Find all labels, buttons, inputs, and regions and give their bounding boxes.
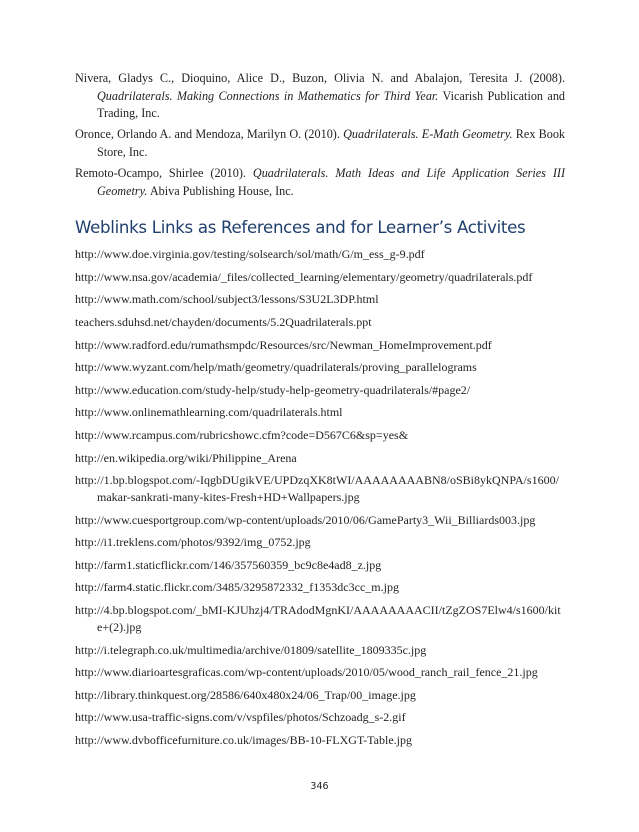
weblink[interactable]: http://www.onlinemathlearning.com/quadrilaterals.html [75,405,343,420]
document-page [75,70,565,755]
weblink[interactable]: http://i1.treklens.com/photos/9392/img_0752.jpg [75,535,311,550]
reference-title: Quadrilaterals. Math Ideas and Life Application Series III Geometry. [97,165,566,198]
weblink[interactable]: http://www.usa-traffic-signs.com/v/vspfiles/photos/Schzoadg_s-2.gif [75,710,406,725]
reference-entry [75,165,565,200]
weblink[interactable]: http://www.math.com/school/subject3/lessons/S3U2L3DP.html [75,292,379,307]
weblink[interactable]: http://www.nsa.gov/academia/_files/collected_learning/elementary/geometry/quadrilaterals.pdf [75,269,533,284]
reference-publisher: Rex Book Store, Inc. [97,127,566,159]
weblink[interactable]: http://farm1.staticflickr.com/146/357560359_bc9c8e4ad8_z.jpg [75,557,382,572]
weblink[interactable]: http://www.rcampus.com/rubricshowc.cfm?code=D567C6&sp=yes& [75,427,409,442]
weblink[interactable]: http://www.doe.virginia.gov/testing/solsearch/sol/math/G/m_ess_g-9.pdf [75,247,425,262]
reference-authors: Nivera, Gladys C., Dioquino, Alice D., Buzon, Olivia N. and Abalajon, Teresita J. (2008). [75,71,565,85]
reference-title: Quadrilaterals. E-Math Geometry. [343,127,513,142]
weblinks-list [75,246,565,749]
weblink[interactable]: http://www.radford.edu/rumathsmpdc/Resources/src/Newman_HomeImprovement.pdf [75,337,492,352]
weblink[interactable]: http://i.telegraph.co.uk/multimedia/archive/01809/satellite_1809335c.jpg [75,642,427,657]
reference-authors: Oronce, Orlando A. and Mendoza, Marilyn O. (2010). [75,127,340,142]
reference-list [75,70,565,200]
reference-publisher: Abiva Publishing House, Inc. [149,183,294,198]
weblink[interactable]: http://www.wyzant.com/help/math/geometry/quadrilaterals/proving_parallelograms [75,360,477,375]
weblink[interactable]: http://farm4.static.flickr.com/3485/3295872332_f1353dc3cc_m.jpg [75,580,399,595]
reference-publisher: Vicarish Publication and Trading, Inc. [97,88,566,121]
reference-title: Quadrilaterals. Making Connections in Mathematics for Third Year. [97,88,439,103]
page-number: 346 [310,781,329,792]
weblink[interactable]: http://4.bp.blogspot.com/_bMI-KJUhzj4/TRAdodMgnKI/AAAAAAAACII/tZgZOS7Elw4/s1600/kite+(2).jpg [75,603,561,635]
weblink[interactable]: http://www.cuesportgroup.com/wp-content/uploads/2010/06/GameParty3_Wii_Billiards003.jpg [75,512,536,527]
weblink[interactable]: http://www.dvbofficefurniture.co.uk/images/BB-10-FLXGT-Table.jpg [75,733,412,748]
reference-authors: Remoto-Ocampo, Shirlee (2010). [75,165,246,180]
weblink[interactable]: http://1.bp.blogspot.com/-IqgbDUgikVE/UPDzqXK8tWI/AAAAAAAABN8/oSBi8ykQNPA/s1600/makar-sankrati-many-kites-Fresh+HD+Wallpapers.jpg [75,473,559,505]
weblink[interactable]: teachers.sduhsd.net/chayden/documents/5.2Quadrilaterals.ppt [75,314,372,329]
weblink[interactable]: http://en.wikipedia.org/wiki/Philippine_Arena [75,450,297,465]
weblink[interactable]: http://www.education.com/study-help/study-help-geometry-quadrilaterals/#page2/ [75,382,471,397]
reference-entry [75,70,565,123]
weblink[interactable]: http://library.thinkquest.org/28586/640x480x24/06_Trap/00_image.jpg [75,687,416,702]
weblinks-heading: Weblinks Links as References and for Learner’s Activites [75,218,526,238]
reference-entry [75,126,565,161]
weblink[interactable]: http://www.diarioartesgraficas.com/wp-content/uploads/2010/05/wood_ranch_rail_fence_21.jpg [75,665,538,680]
